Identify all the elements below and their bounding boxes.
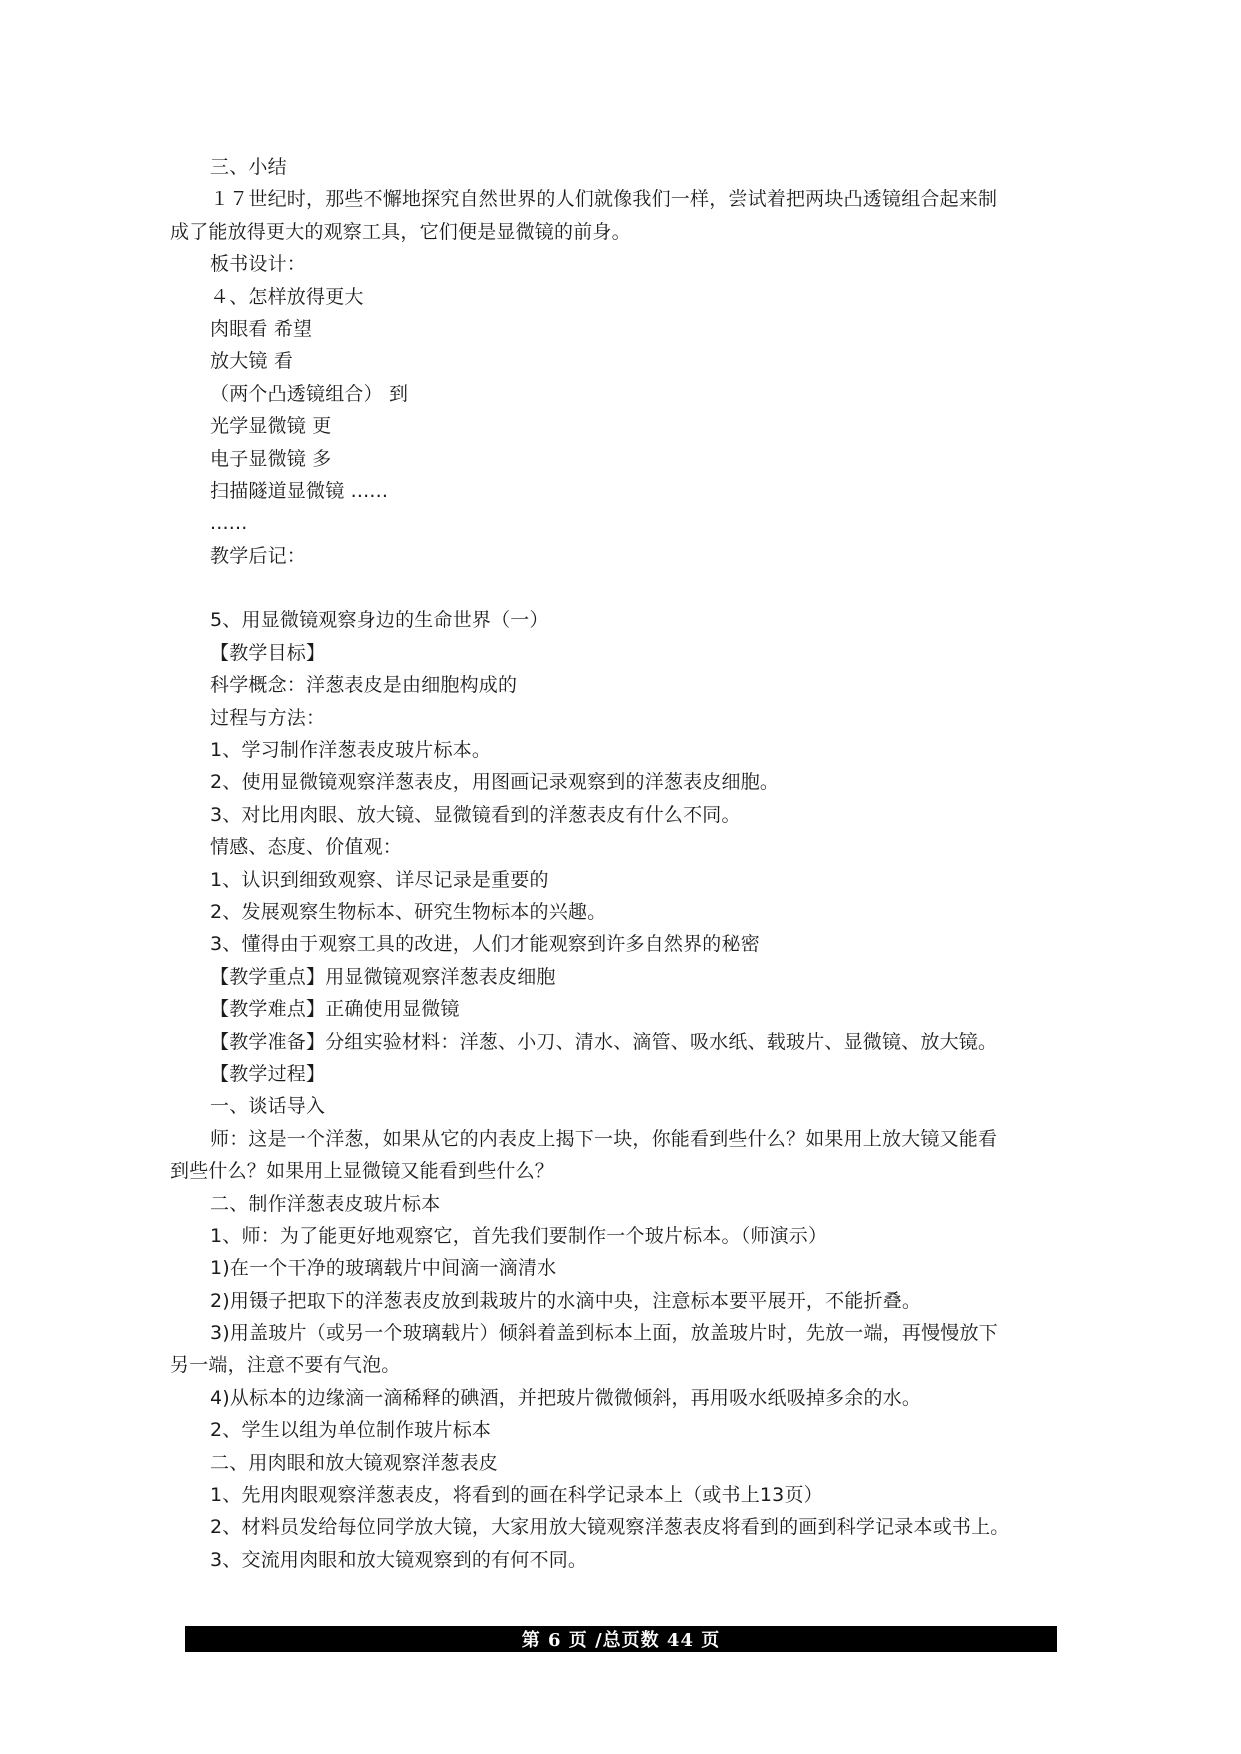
text-line: 二、制作洋葱表皮玻片标本 [210,1192,441,1215]
text-line: ４、怎样放得更大 [210,285,364,308]
blank-line [190,572,1070,604]
text-line: １７世纪时，那些不懈地探究自然世界的人们就像我们一样，尝试着把两块凸透镜组合起来制 [210,188,998,211]
text-line: 过程与方法： [210,706,326,729]
text-line: 肉眼看 希望 [210,317,313,340]
text-line: 2)用镊子把取下的洋葱表皮放到栽玻片的水滴中央，注意标本要平展开，不能折叠。 [210,1289,922,1312]
text-line: 成了能放得更大的观察工具，它们便是显微镜的前身。 [170,220,631,243]
text-line: 三、小结 [210,156,287,178]
text-line: 5、用显微镜观察身边的生命世界（一） [210,609,549,632]
text-line: 另一端，注意不要有气泡。 [170,1354,401,1377]
text-line: （两个凸透镜组合） 到 [210,382,409,405]
text-line: 【教学重点】用显微镜观察洋葱表皮细胞 [210,965,556,988]
text-line: 【教学难点】正确使用显微镜 [210,998,460,1021]
text-line: 电子显微镜 多 [210,447,332,470]
text-line: 放大镜 看 [210,350,294,373]
text-line: 3、交流用肉眼和放大镜观察到的有何不同。 [210,1548,588,1571]
text-line: 教学后记： [210,544,307,567]
text-line: 师：这是一个洋葱，如果从它的内表皮上揭下一块，你能看到些什么？如果用上放大镜又能看 [210,1127,998,1150]
text-line: 1)在一个干净的玻璃载片中间滴一滴清水 [210,1257,557,1280]
text-line: 3、懂得由于观察工具的改进，人们才能观察到许多自然界的秘密 [210,933,760,956]
page-footer [185,1626,1057,1652]
text-line: 一、谈话导入 [210,1095,326,1118]
text-line: 1、先用肉眼观察洋葱表皮，将看到的画在科学记录本上（或书上13页） [210,1484,823,1507]
text-line: 光学显微镜 更 [210,415,332,438]
text-line: 二、用肉眼和放大镜观察洋葱表皮 [210,1451,499,1474]
text-line: 科学概念：洋葱表皮是由细胞构成的 [210,674,518,697]
text-line: 情感、态度、价值观： [210,836,403,859]
text-line: 2、材料员发给每位同学放大镜，大家用放大镜观察洋葱表皮将看到的画到科学记录本或书上。 [210,1516,1010,1539]
text-line: 3)用盖玻片（或另一个玻璃载片）倾斜着盖到标本上面，放盖玻片时，先放一端，再慢慢放下 [210,1322,998,1345]
text-line: 1、学习制作洋葱表皮玻片标本。 [210,739,492,762]
text-line: 扫描隧道显微镜 ...... [210,479,389,502]
text-line: 【教学准备】分组实验材料：洋葱、小刀、清水、滴管、吸水纸、载玻片、显微镜、放大镜。 [210,1030,998,1053]
text-line: 4)从标本的边缘滴一滴稀释的碘酒，并把玻片微微倾斜，再用吸水纸吸掉多余的水。 [210,1386,922,1409]
text-line: 到些什么？如果用上显微镜又能看到些什么？ [170,1160,555,1183]
text-line: 【教学过程】 [210,1062,326,1085]
text-line: 1、师：为了能更好地观察它，首先我们要制作一个玻片标本。（师演示） [210,1224,828,1247]
document-body [170,151,1070,1576]
text-line: 3、对比用肉眼、放大镜、显微镜看到的洋葱表皮有什么不同。 [210,803,741,826]
text-line: 板书设计： [210,253,307,276]
text-line: 【教学目标】 [210,641,326,664]
text-line: 2、使用显微镜观察洋葱表皮，用图画记录观察到的洋葱表皮细胞。 [210,771,780,794]
text-line: 2、发展观察生物标本、研究生物标本的兴趣。 [210,900,607,923]
text-line: 2、学生以组为单位制作玻片标本 [210,1419,492,1442]
text-line: ...... [210,512,248,535]
text-line: 1、认识到细致观察、详尽记录是重要的 [210,868,549,891]
page-number-label: 第 6 页 /总页数 44 页 [521,1630,721,1651]
